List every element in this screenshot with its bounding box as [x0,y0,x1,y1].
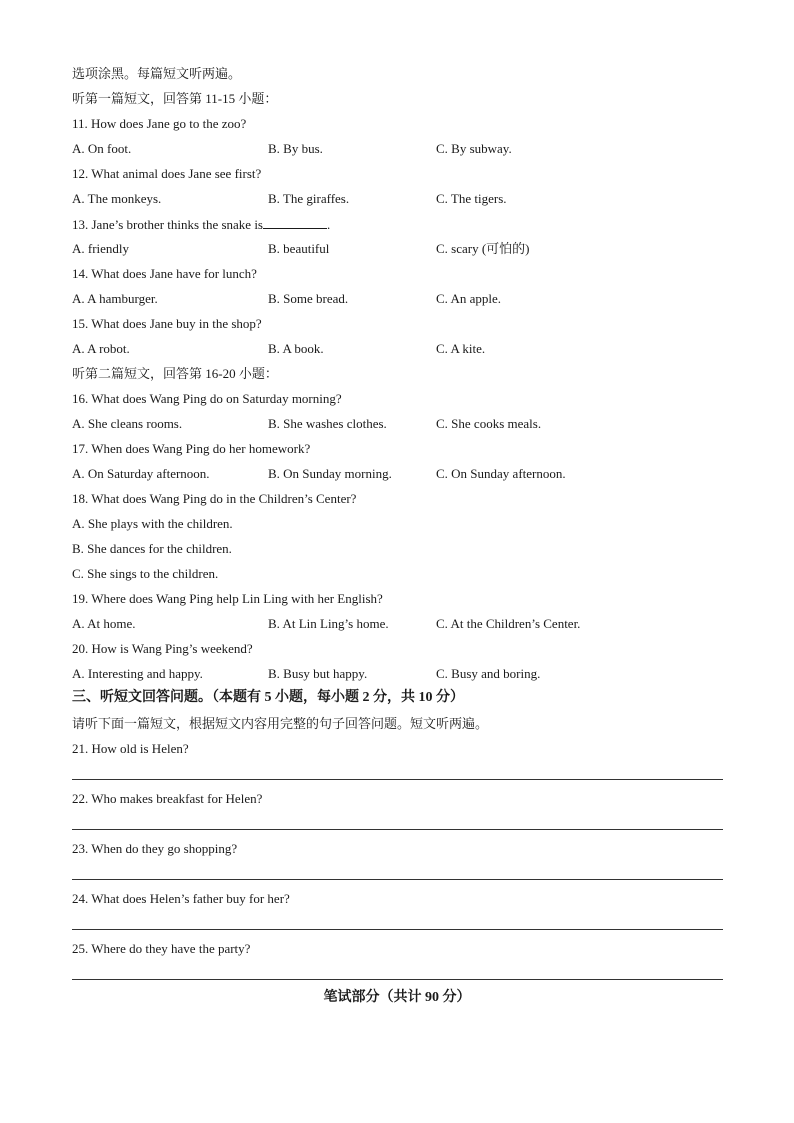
option-c: C. A kite. [436,341,486,356]
option-c: C. An apple. [436,291,501,306]
option-a: A. At home. [72,616,136,631]
option-a: A. She plays with the children. [72,516,233,531]
options-13 [72,241,752,257]
option-b: B. By bus. [268,141,323,156]
option-a: A. A hamburger. [72,291,158,306]
question-14: 14. What does Jane have for lunch? [72,266,257,281]
option-a: A. A robot. [72,341,130,356]
options-17 [72,466,752,482]
section-3-title: 三、听短文回答问题。（本题有 5 小题，每小题 2 分，共 10 分） [72,690,464,705]
question-11: 11. How does Jane go to the zoo? [72,116,247,131]
passage1-heading: 听第一篇短文，回答第 11-15 小题： [72,91,278,106]
option-a: A. Interesting and happy. [72,666,203,681]
option-b: B. Some bread. [268,291,349,306]
answer-line-22[interactable] [72,829,723,830]
option-b: B. She washes clothes. [268,416,387,431]
option-a: A. The monkeys. [72,191,162,206]
written-section-heading: 笔试部分（共计 90 分） [323,990,471,1005]
option-c: C. By subway. [436,141,512,156]
question-13-period: . [327,217,331,232]
answer-line-21[interactable] [72,779,723,780]
options-14 [72,291,752,307]
option-b: B. A book. [268,341,324,356]
options-12 [72,191,752,207]
options-16 [72,416,752,432]
option-a: A. She cleans rooms. [72,416,183,431]
options-19 [72,616,752,632]
option-c: C. Busy and boring. [436,666,541,681]
option-b: B. Busy but happy. [268,666,368,681]
option-c: C. She sings to the children. [72,566,219,581]
question-13-text: 13. Jane’s brother thinks the snake is [72,217,263,232]
question-15: 15. What does Jane buy in the shop? [72,316,262,331]
intro-line: 选项涂黑。每篇短文听两遍。 [72,66,242,81]
option-b: B. On Sunday morning. [268,466,392,481]
options-11 [72,141,752,157]
option-b: B. At Lin Ling’s home. [268,616,389,631]
question-19: 19. Where does Wang Ping help Lin Ling with her English? [72,591,383,606]
question-13 [72,216,330,233]
question-23: 23. When do they go shopping? [72,841,238,856]
question-16: 16. What does Wang Ping do on Saturday morning? [72,391,342,406]
option-c: C. At the Children’s Center. [436,616,581,631]
section-3-instruction: 请听下面一篇短文，根据短文内容用完整的句子回答问题。短文听两遍。 [72,716,489,731]
question-22: 22. Who makes breakfast for Helen? [72,791,263,806]
question-18: 18. What does Wang Ping do in the Children’s Center? [72,491,357,506]
option-a: A. On Saturday afternoon. [72,466,210,481]
question-12: 12. What animal does Jane see first? [72,166,262,181]
option-c: C. scary (可怕的) [436,241,530,256]
options-20 [72,666,752,682]
option-c: C. The tigers. [436,191,507,206]
option-b: B. beautiful [268,241,330,256]
option-c: C. She cooks meals. [436,416,542,431]
option-b: B. She dances for the children. [72,541,232,556]
passage2-heading: 听第二篇短文，回答第 16-20 小题： [72,366,278,381]
question-21: 21. How old is Helen? [72,741,189,756]
question-25: 25. Where do they have the party? [72,941,251,956]
answer-line-23[interactable] [72,879,723,880]
question-17: 17. When does Wang Ping do her homework? [72,441,311,456]
option-c: C. On Sunday afternoon. [436,466,566,481]
fill-blank [263,216,327,229]
options-15 [72,341,752,357]
question-24: 24. What does Helen’s father buy for her? [72,891,290,906]
option-a: A. On foot. [72,141,132,156]
option-a: A. friendly [72,241,130,256]
answer-line-24[interactable] [72,929,723,930]
option-b: B. The giraffes. [268,191,350,206]
answer-line-25[interactable] [72,979,723,980]
question-20: 20. How is Wang Ping’s weekend? [72,641,253,656]
